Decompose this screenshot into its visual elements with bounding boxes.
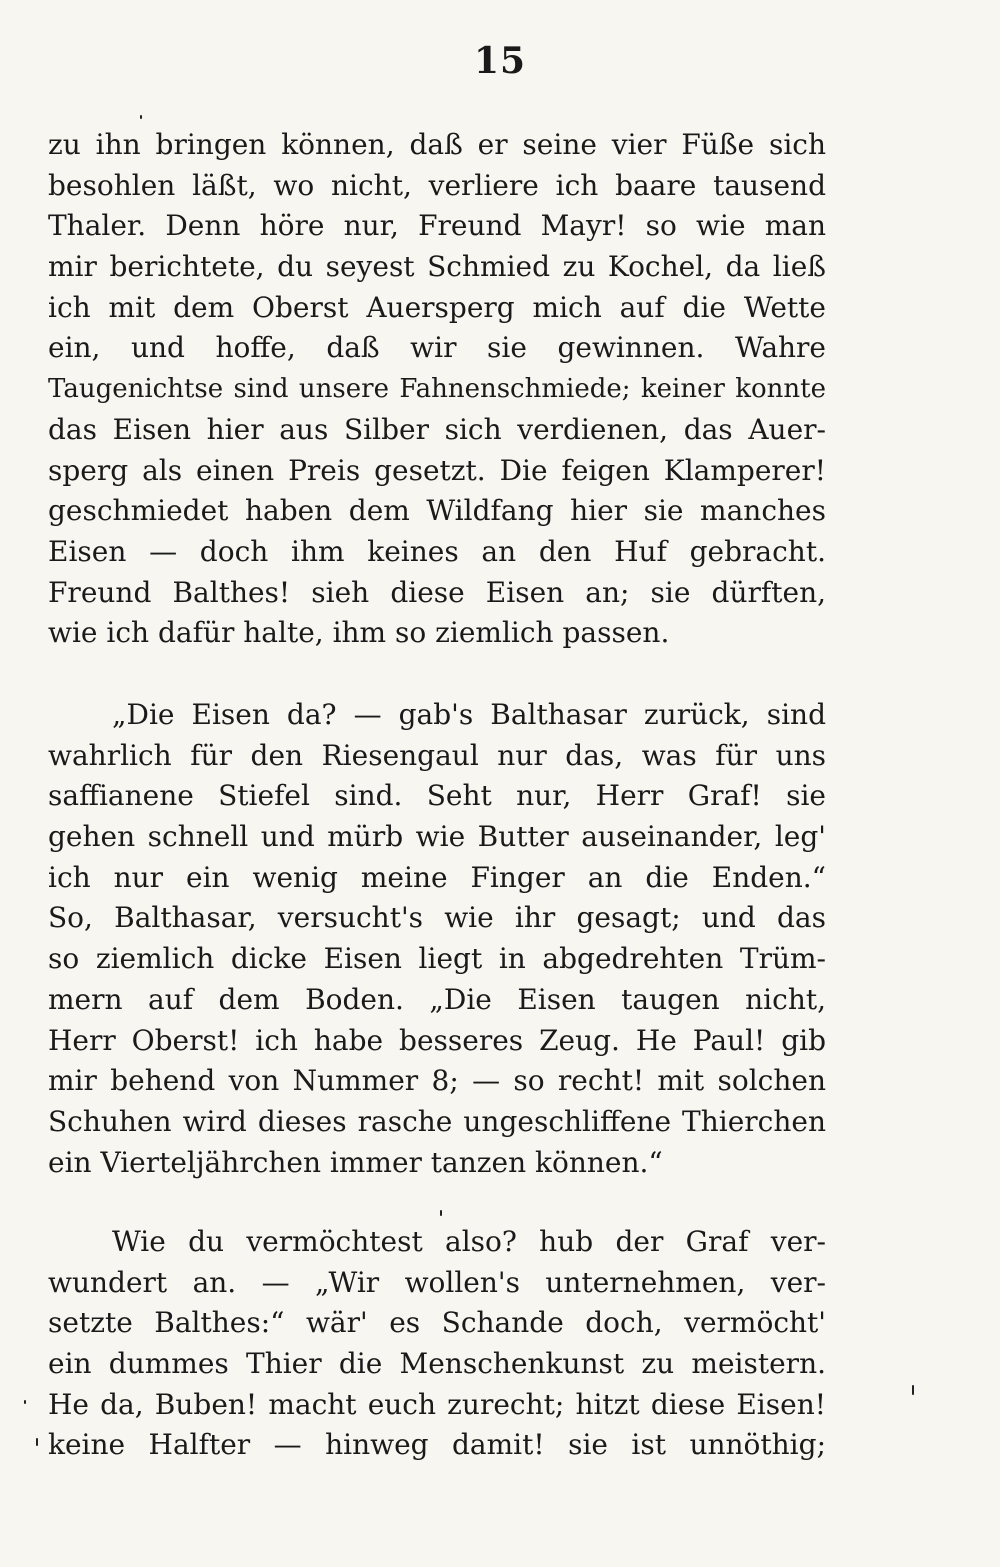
print-speck	[24, 1400, 26, 1404]
text-line: besohlen läßt, wo nicht, verliere ich baare tausend	[48, 168, 826, 202]
paragraph-2	[48, 695, 826, 1183]
print-speck	[36, 1438, 38, 1446]
text-line: zu ihn bringen können, daß er seine vier Füße sich	[48, 128, 826, 161]
text-line: Taugenichtse sind unsere Fahnenschmiede; keiner konnte	[48, 374, 826, 405]
text-line: das Eisen hier aus Silber sich verdienen, das Auer-	[48, 412, 826, 446]
text-line: mir behend von Nummer 8; — so recht! mit solchen	[48, 1064, 826, 1098]
text-line: ich mit dem Oberst Auersperg mich auf die Wette	[48, 290, 826, 324]
print-speck	[140, 115, 142, 119]
paragraph-1	[48, 125, 826, 654]
text-line: ein Vierteljährchen immer tanzen können.“	[48, 1145, 663, 1179]
text-line: sperg als einen Preis gesetzt. Die feigen Klamperer!	[48, 453, 826, 487]
text-line: mir berichtete, du seyest Schmied zu Kochel, da ließ	[48, 250, 826, 284]
paragraph-3	[48, 1222, 826, 1466]
text-line: mern auf dem Boden. „Die Eisen taugen nicht,	[48, 982, 826, 1016]
print-speck	[912, 1385, 914, 1395]
text-line: So, Balthasar, versucht's wie ihr gesagt; und das	[48, 901, 826, 935]
text-line: setzte Balthes:“ wär' es Schande doch, vermöcht'	[48, 1306, 826, 1340]
text-line: so ziemlich dicke Eisen liegt in abgedrehten Trüm-	[48, 942, 826, 976]
page-number: 15	[473, 40, 527, 82]
text-line: ein dummes Thier die Menschenkunst zu meistern.	[48, 1347, 826, 1381]
text-line: Schuhen wird dieses rasche ungeschliffene Thierchen	[48, 1104, 826, 1138]
text-line: Herr Oberst! ich habe besseres Zeug. He Paul! gib	[48, 1023, 826, 1057]
text-line: Freund Balthes! sieh diese Eisen an; sie dürften,	[48, 575, 826, 609]
text-line: ich nur ein wenig meine Finger an die Enden.“	[48, 860, 826, 894]
text-line: gehen schnell und mürb wie Butter auseinander, leg'	[48, 820, 826, 854]
text-line: saffianene Stiefel sind. Seht nur, Herr Graf! sie	[48, 779, 826, 813]
text-line: keine Halfter — hinweg damit! sie ist unnöthig;	[48, 1428, 826, 1462]
text-line: Thaler. Denn höre nur, Freund Mayr! so wie man	[48, 209, 826, 243]
text-line: „Die Eisen da? — gab's Balthasar zurück, sind	[112, 698, 826, 731]
text-line: Wie du vermöchtest also? hub der Graf ver-	[112, 1225, 826, 1258]
text-line: wahrlich für den Riesengaul nur das, was für uns	[48, 738, 826, 772]
text-line: Eisen — doch ihm keines an den Huf gebracht.	[48, 534, 826, 568]
text-line: ein, und hoffe, daß wir sie gewinnen. Wahre	[48, 331, 826, 365]
text-line: wundert an. — „Wir wollen's unternehmen, ver-	[48, 1265, 826, 1299]
text-line: geschmiedet haben dem Wildfang hier sie manches	[48, 494, 826, 528]
text-line: He da, Buben! macht euch zurecht; hitzt diese Eisen!	[48, 1387, 826, 1421]
print-speck	[440, 1210, 442, 1216]
text-line: wie ich dafür halte, ihm so ziemlich passen.	[48, 616, 670, 650]
